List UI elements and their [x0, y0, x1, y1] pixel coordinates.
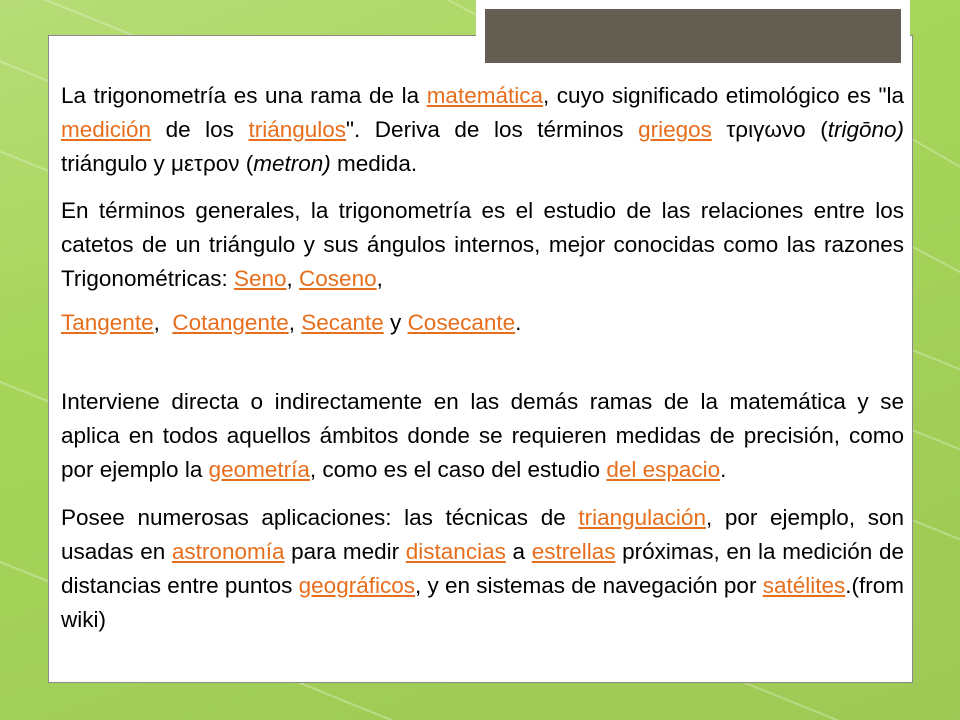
- link-secante[interactable]: Secante: [301, 310, 384, 335]
- link-cosecante[interactable]: Cosecante: [407, 310, 516, 335]
- text-span: triángulo y μετρον (: [61, 151, 254, 176]
- text-span: En términos generales, la trigonometría es el estudio de las relaciones entre los catetos de un triángulo y sus ángulos internos, mejor conocidas como las razones Trigonométricas:: [61, 198, 904, 291]
- text-span: .: [515, 310, 522, 335]
- text-span: medida.: [330, 151, 418, 176]
- text-span: de los: [151, 117, 249, 142]
- link-geograficos[interactable]: geográficos: [298, 573, 415, 598]
- paragraph-general: [61, 194, 904, 296]
- text-span: ,: [288, 310, 302, 335]
- link-seno[interactable]: Seno: [233, 266, 287, 291]
- link-geometria[interactable]: geometría: [208, 457, 310, 482]
- link-del-espacio[interactable]: del espacio: [606, 457, 721, 482]
- text-span: , y en sistemas de navegación por: [414, 573, 763, 598]
- text-span: La trigonometría es una rama de la: [61, 83, 427, 108]
- text-span: .: [720, 457, 727, 482]
- link-medicion[interactable]: medición: [61, 117, 152, 142]
- link-estrellas[interactable]: estrellas: [531, 539, 616, 564]
- slide-content: [61, 79, 904, 637]
- text-span: y: [383, 310, 408, 335]
- text-span: próximas, en la medición de distancias entre puntos: [61, 539, 904, 598]
- text-span: τριγωνο (: [711, 117, 828, 142]
- header-placeholder-frame: [476, 0, 910, 72]
- link-distancias[interactable]: distancias: [405, 539, 506, 564]
- text-span: .(from wiki): [61, 573, 904, 632]
- link-tangente[interactable]: Tangente: [61, 310, 154, 335]
- link-triangulacion[interactable]: triangulación: [578, 505, 706, 530]
- link-cotangente[interactable]: Cotangente: [172, 310, 289, 335]
- text-span: ". Deriva de los términos: [346, 117, 639, 142]
- text-span: Posee numerosas aplicaciones: las técnicas de: [61, 505, 579, 530]
- text-span: ,: [286, 266, 300, 291]
- text-span: , como es el caso del estudio: [309, 457, 607, 482]
- text-span: Interviene directa o indirectamente en las demás ramas de la matemática y se aplica en todos aquellos ámbitos donde se requieren medidas de precisión, como por ejemplo la: [61, 389, 904, 482]
- link-satelites[interactable]: satélites: [762, 573, 846, 598]
- italic-metron: metron): [253, 151, 331, 176]
- link-coseno[interactable]: Coseno: [299, 266, 377, 291]
- header-placeholder: [485, 9, 901, 63]
- paragraph-applications: [61, 501, 904, 637]
- text-span: a: [505, 539, 532, 564]
- link-matematica[interactable]: matemática: [426, 83, 543, 108]
- link-astronomia[interactable]: astronomía: [171, 539, 285, 564]
- paragraph-intervention: [61, 385, 904, 487]
- paragraph-etymology: [61, 79, 904, 181]
- text-span: ,: [153, 310, 173, 335]
- text-span: , por ejemplo, son usadas en: [61, 505, 904, 564]
- text-span: ,: [376, 266, 383, 291]
- link-griegos[interactable]: griegos: [638, 117, 712, 142]
- link-triangulos[interactable]: triángulos: [248, 117, 347, 142]
- paragraph-ratios: [61, 306, 904, 340]
- italic-trigono: trigōno): [827, 117, 904, 142]
- text-span: para medir: [284, 539, 406, 564]
- text-span: , cuyo significado etimológico es "la: [542, 83, 904, 108]
